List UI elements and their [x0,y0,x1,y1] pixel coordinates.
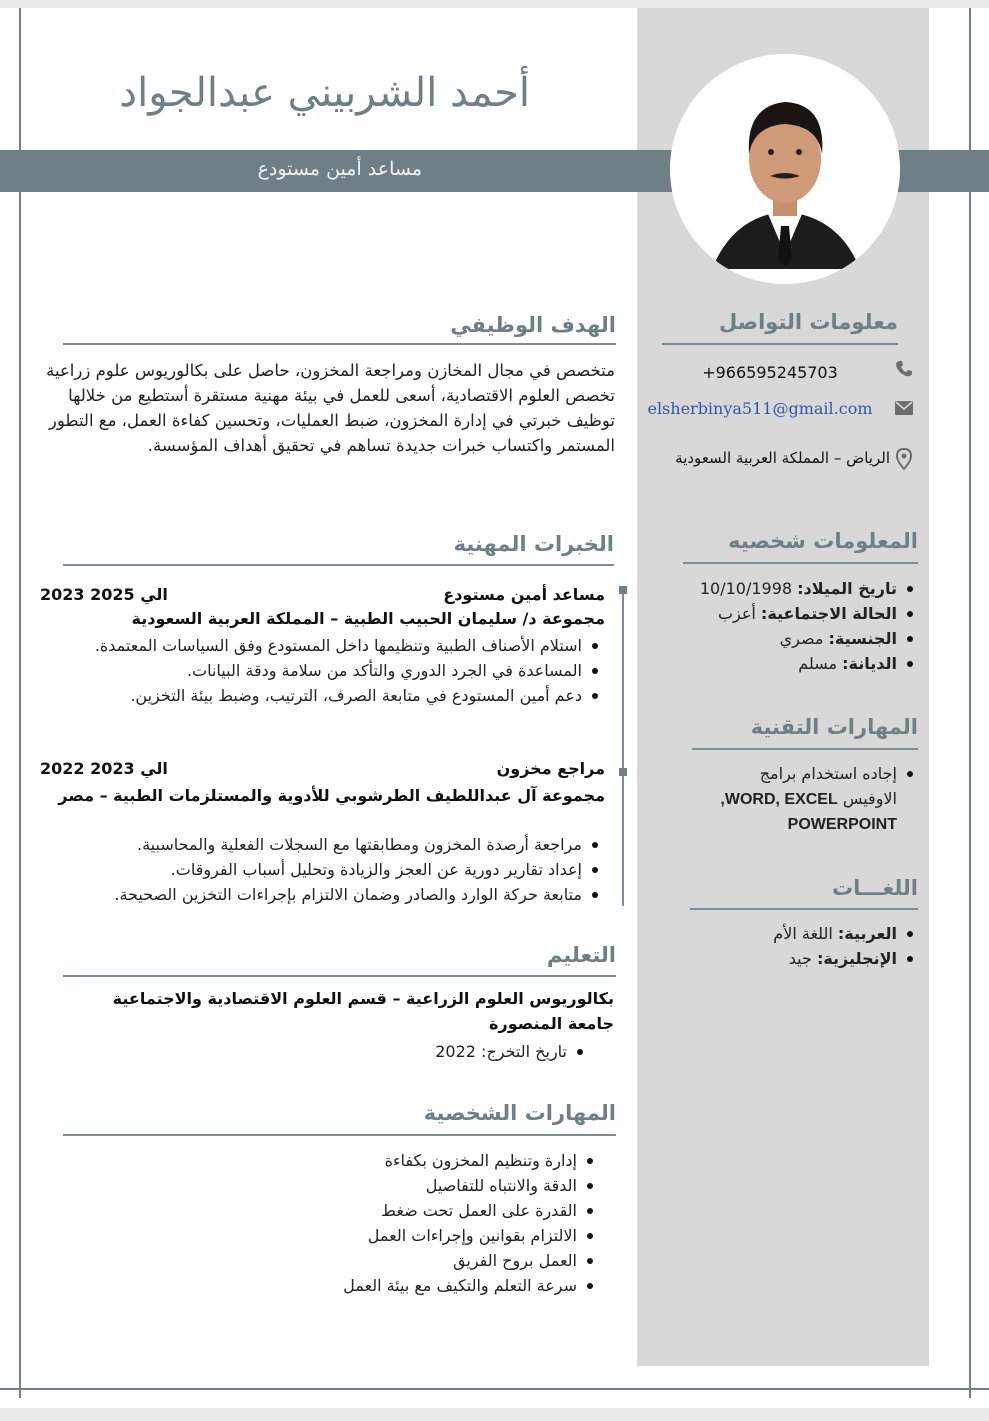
list-item: تاريخ الميلاد: 10/10/1998 [650,576,915,601]
languages-list [650,921,915,971]
job-role: مراجع مخزون [496,759,605,778]
job-tasks [35,633,600,708]
education-university: جامعة المنصورة [489,1014,614,1033]
email-icon [895,401,913,415]
profile-photo [670,54,900,284]
soft-skills-heading: المهارات الشخصية [423,1101,616,1125]
candidate-name: أحمد الشربيني عبدالجواد [119,70,530,116]
job-period: 2022 الي 2023 [40,759,168,778]
tech-skills-divider [692,748,918,750]
soft-skills-divider [63,1134,616,1136]
list-item: الديانة: مسلم [650,651,915,676]
location-pin-icon [896,448,912,470]
list-item: الدقة والانتباه للتفاصيل [200,1173,595,1198]
experience-heading: الخبرات المهنية [453,532,614,556]
timeline-marker [619,586,627,594]
list-item: إدارة وتنظيم المخزون بكفاءة [200,1148,595,1173]
tech-skills-heading: المهارات التقنية [750,715,918,739]
frame-line-bottom [0,1388,989,1390]
list-item: إعداد تقارير دورية عن العجز والزيادة وتحليل أسباب الفروقات. [35,857,600,882]
job-tasks [35,832,600,907]
list-item: المساعدة في الجرد الدوري والتأكد من سلامة ودقة البيانات. [35,658,600,683]
objective-heading: الهدف الوظيفي [450,313,616,337]
frame-line-left [19,8,21,1398]
objective-paragraph: متخصص في مجال المخازن ومراجعة المخزون، حاصل على بكالوريوس علوم زراعية تخصص العلوم الاقتصادية، أسعى للعمل في بيئة مهنية مستقرة أستطيع من خلالها توظيف خبرتي في إدارة المخزون، ضبط العمليات، وتحسين كفاءة العمل، مع التطور المستمر واكتساب خبرات جديدة تساهم في تحقيق أهداف المؤسسة. [46,361,615,455]
education-heading: التعليم [546,943,616,967]
job-company: مجموعة آل عبداللطيف الطرشوبي للأدوية والمستلزمات الطبية – مصر [58,786,605,805]
email-link[interactable]: elsherbinya511@gmail.com [647,399,873,418]
avatar-portrait-icon [670,54,900,284]
list-item: القدرة على العمل تحت ضغط [200,1198,595,1223]
list-item: دعم أمين المستودع في متابعة الصرف، الترتيب، وضبط بيئة التخزين. [35,683,600,708]
list-item: متابعة حركة الوارد والصادر وضمان الالتزام بإجراءات التخزين الصحيحة. [35,882,600,907]
objective-divider [63,343,616,345]
list-item: العمل بروح الفريق [200,1248,595,1273]
list-item: تاريخ التخرج: 2022 [300,1039,585,1064]
list-item: الجنسية: مصري [650,626,915,651]
experience-divider [63,564,614,566]
education-degree: بكالوريوس العلوم الزراعية – قسم العلوم الاقتصادية والاجتماعية [112,989,614,1008]
list-item: الإنجليزية: جيد [650,946,915,971]
soft-skills-list [200,1148,595,1298]
location-text: الرياض – المملكة العربية السعودية [675,449,890,467]
languages-heading: اللغـــات [831,876,918,900]
tech-skills-list [650,761,915,837]
list-item: استلام الأصناف الطبية وتنظيمها داخل المستودع وفق السياسات المعتمدة. [35,633,600,658]
languages-divider [690,908,918,910]
list-item: مراجعة أرصدة المخزون ومطابقتها مع السجلات الفعلية والمحاسبية. [35,832,600,857]
job-title: مساعد أمين مستودع [257,158,422,180]
list-item: العربية: اللغة الأم [650,921,915,946]
contact-divider [662,343,898,345]
job-company: مجموعة د/ سليمان الحبيب الطبية – المملكة العربية السعودية [131,609,605,628]
contact-heading: معلومات التواصل [719,310,898,334]
personal-divider [683,562,918,564]
list-item: الحالة الاجتماعية: أعزب [650,601,915,626]
education-divider [63,975,616,977]
job-role: مساعد أمين مستودع [443,585,605,604]
list-item: سرعة التعلم والتكيف مع بيئة العمل [200,1273,595,1298]
personal-heading: المعلومات شخصيه [728,529,918,553]
resume-page [0,8,989,1408]
job-period: 2023 الي 2025 [40,585,168,604]
list-item: إجاده استخدام برامج الاوفيس WORD, EXCEL, POWERPOINT [650,761,915,837]
personal-list [650,576,915,676]
timeline-marker [619,768,627,776]
phone-number[interactable]: +966595245703 [702,363,838,382]
list-item: الالتزام بقوانين وإجراءات العمل [200,1223,595,1248]
phone-icon [895,360,913,378]
experience-timeline [622,588,624,906]
frame-line-right [969,8,971,1398]
education-details [300,1039,585,1064]
